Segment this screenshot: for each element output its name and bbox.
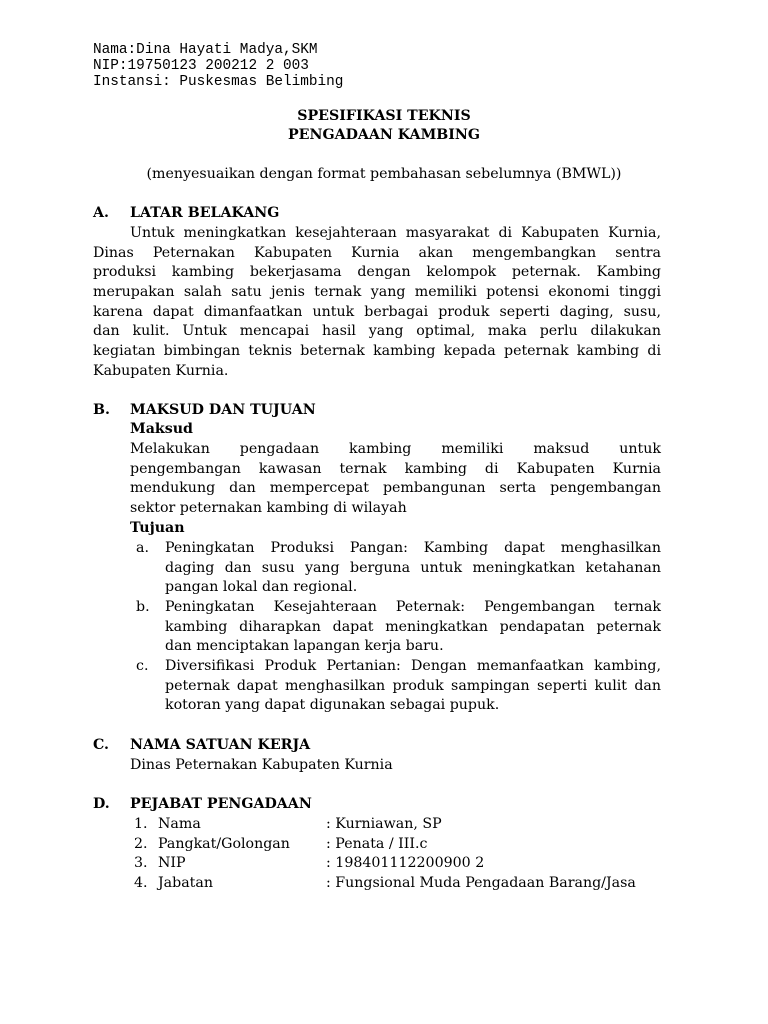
section-a-line: kegiatan bimbingan teknis beternak kambing kepada peternak kambing di xyxy=(93,343,661,360)
section-a-line: produksi kambing bekerjasama dengan kelompok peternak. Kambing xyxy=(93,264,661,281)
section-d-title: PEJABAT PENGADAAN xyxy=(130,796,312,812)
section-a-title: LATAR BELAKANG xyxy=(130,205,280,221)
section-a-body xyxy=(93,224,661,382)
tujuan-line: pangan lokal dan regional. xyxy=(165,579,358,596)
pejabat-label: Pangkat/Golongan xyxy=(158,836,290,852)
tujuan-item-b-marker: b. xyxy=(136,599,150,615)
tujuan-item-c-marker: c. xyxy=(136,658,149,674)
section-a-letter: A. xyxy=(93,205,109,221)
tujuan-line: Peningkatan Kesejahteraan Peternak: Pengembangan ternak xyxy=(165,599,661,615)
tujuan-line: Diversifikasi Produk Pertanian: Dengan memanfaatkan kambing, xyxy=(165,658,661,674)
doc-note: (menyesuaikan dengan format pembahasan sebelumnya (BMWL)) xyxy=(146,166,622,182)
pejabat-value: : 198401112200900 2 xyxy=(326,855,485,871)
section-c-letter: C. xyxy=(93,737,109,753)
doc-title-line1: SPESIFIKASI TEKNIS xyxy=(297,108,471,124)
pejabat-num: 2. xyxy=(134,836,148,852)
tujuan-item-a-marker: a. xyxy=(136,540,149,556)
maksud-body xyxy=(130,440,661,519)
maksud-line: sektor peternakan kambing di wilayah xyxy=(130,500,407,517)
tujuan-line: Peningkatan Produksi Pangan: Kambing dapat menghasilkan xyxy=(165,540,661,556)
section-a-line: karena dapat dimanfaatkan untuk berbagai produk seperti daging, susu, xyxy=(93,303,661,320)
pejabat-num: 4. xyxy=(134,875,148,891)
section-b-letter: B. xyxy=(93,402,110,418)
pejabat-value: : Fungsional Muda Pengadaan Barang/Jasa xyxy=(326,875,636,891)
pejabat-num: 3. xyxy=(134,855,148,871)
section-b-title: MAKSUD DAN TUJUAN xyxy=(130,402,316,418)
header-nama: Nama:Dina Hayati Madya,SKM xyxy=(93,42,318,58)
tujuan-line: dan menciptakan lapangan kerja baru. xyxy=(165,638,444,655)
header-instansi: Instansi: Puskesmas Belimbing xyxy=(93,74,344,90)
section-a-line: Untuk meningkatkan kesejahteraan masyarakat di Kabupaten Kurnia, xyxy=(130,225,661,241)
maksud-line: mendukung dan mempercepat pembangunan serta pengembangan xyxy=(130,480,661,497)
section-c-title: NAMA SATUAN KERJA xyxy=(130,737,311,753)
section-a-line: merupakan salah satu jenis ternak yang memiliki potensi ekonomi tinggi xyxy=(93,284,661,301)
tujuan-item-a xyxy=(165,539,661,598)
pejabat-label: NIP xyxy=(158,855,186,871)
section-a-line: dan kulit. Untuk mencapai hasil yang optimal, maka perlu dilakukan xyxy=(93,323,661,340)
section-d-letter: D. xyxy=(93,796,110,812)
doc-title-line2: PENGADAAN KAMBING xyxy=(288,127,480,143)
maksud-line: Melakukan pengadaan kambing memiliki maksud untuk xyxy=(130,441,661,457)
pejabat-label: Nama xyxy=(158,816,201,832)
tujuan-line: peternak dapat menghasilkan produk sampingan seperti kulit dan xyxy=(165,677,661,694)
tujuan-line: kambing diharapkan dapat meningkatkan pendapatan peternak xyxy=(165,618,661,635)
section-a-line: Kabupaten Kurnia. xyxy=(93,362,229,379)
section-c-body: Dinas Peternakan Kabupaten Kurnia xyxy=(130,757,393,773)
header-nip: NIP:19750123 200212 2 003 xyxy=(93,58,309,74)
tujuan-label: Tujuan xyxy=(130,520,185,536)
section-a-line: Dinas Peternakan Kabupaten Kurnia akan mengembangkan sentra xyxy=(93,244,661,261)
maksud-line: pengembangan kawasan ternak kambing di Kabupaten Kurnia xyxy=(130,460,661,477)
maksud-label: Maksud xyxy=(130,421,193,437)
tujuan-line: kotoran yang dapat digunakan sebagai pupuk. xyxy=(165,697,500,714)
pejabat-value: : Kurniawan, SP xyxy=(326,816,442,832)
pejabat-label: Jabatan xyxy=(158,875,213,891)
pejabat-value: : Penata / III.c xyxy=(326,836,428,852)
pejabat-num: 1. xyxy=(134,816,148,832)
tujuan-item-b xyxy=(165,598,661,657)
tujuan-item-c xyxy=(165,657,661,716)
tujuan-line: daging dan susu yang berguna untuk meningkatkan ketahanan xyxy=(165,559,661,576)
